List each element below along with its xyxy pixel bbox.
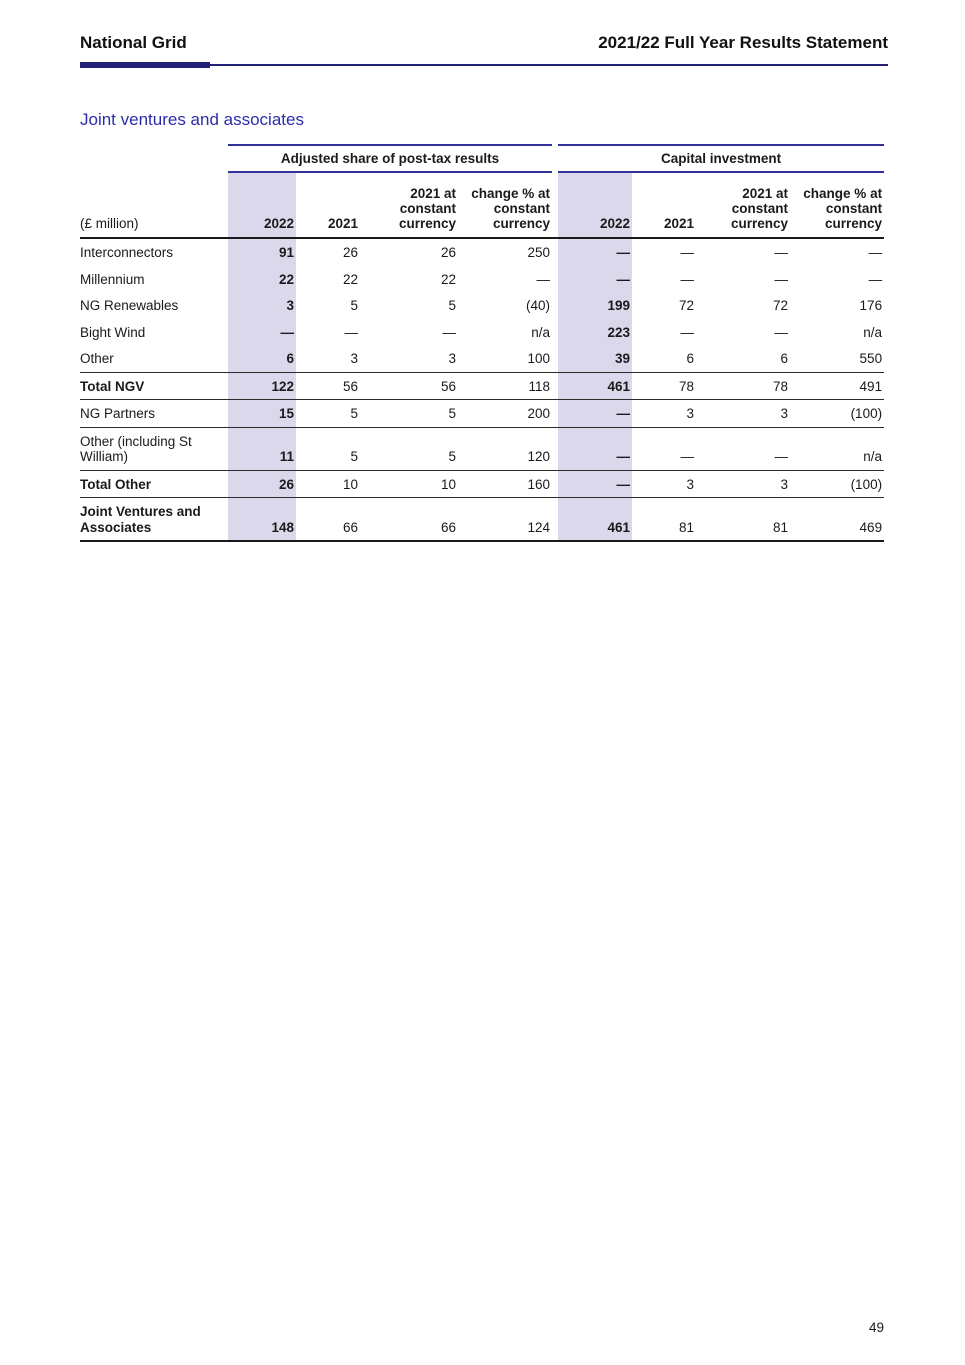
- cell: 3: [296, 345, 360, 372]
- table-row-joint-ventures-total: [80, 498, 884, 542]
- table-row-total-ngv: [80, 372, 884, 400]
- cell: 10: [296, 470, 360, 498]
- header-rule: [80, 64, 888, 66]
- row-label: Total Other: [80, 470, 228, 498]
- cell: —: [228, 319, 296, 346]
- cell: —: [680, 245, 695, 260]
- cell: 10: [360, 470, 458, 498]
- row-label: Millennium: [80, 271, 145, 287]
- cell: —: [680, 324, 695, 340]
- cell: 124: [458, 498, 552, 542]
- cell: 3: [632, 470, 696, 498]
- cell: 6: [696, 345, 790, 372]
- cell: 11: [228, 427, 296, 470]
- group-header-row: [80, 145, 884, 172]
- cell: 461: [558, 498, 632, 542]
- cell: —: [558, 238, 632, 266]
- cell: 26: [440, 245, 456, 260]
- cell: 91: [228, 238, 296, 266]
- cell: 66: [296, 498, 360, 542]
- cell: 100: [458, 345, 552, 372]
- cell: 120: [458, 427, 552, 470]
- table-row: [80, 238, 884, 266]
- cell: 176: [859, 298, 883, 314]
- cell: —: [868, 271, 883, 287]
- cell: 78: [632, 372, 696, 400]
- column-header: 2021 at constant currency: [360, 172, 458, 238]
- cell: —: [680, 271, 695, 287]
- page-number: 49: [868, 1320, 884, 1335]
- cell: 3: [696, 470, 790, 498]
- cell: 78: [696, 372, 790, 400]
- table-row-total-other: [80, 470, 884, 498]
- cell: 26: [342, 245, 358, 260]
- cell: 461: [558, 372, 632, 400]
- cell: 5: [296, 427, 360, 470]
- column-header: change % at constant currency: [790, 172, 884, 238]
- cell: 81: [632, 498, 696, 542]
- group-header-post-tax: Adjusted share of post-tax results: [228, 145, 552, 172]
- cell: 3: [228, 292, 296, 319]
- row-label: Other: [80, 345, 228, 372]
- cell: n/a: [531, 324, 551, 340]
- header-left-title: National Grid: [80, 33, 187, 52]
- row-label: Bight Wind: [80, 324, 146, 340]
- table-row: [80, 266, 884, 293]
- cell: n/a: [863, 324, 883, 340]
- cell: —: [442, 324, 456, 340]
- cell: 22: [342, 271, 358, 287]
- cell: 122: [228, 372, 296, 400]
- table-row: [80, 345, 884, 372]
- cell: —: [774, 324, 789, 340]
- table-row: [80, 400, 884, 428]
- unit-label: (£ million): [80, 172, 228, 238]
- joint-ventures-table: [80, 144, 884, 542]
- cell: 56: [296, 372, 360, 400]
- cell: 5: [360, 400, 458, 428]
- cell: —: [868, 245, 883, 260]
- column-header: 2022: [558, 172, 632, 238]
- row-label: Total NGV: [80, 372, 228, 400]
- cell: 148: [228, 498, 296, 542]
- cell: —: [558, 400, 632, 428]
- cell: —: [558, 266, 632, 293]
- cell: —: [344, 324, 358, 340]
- cell: n/a: [790, 427, 884, 470]
- cell: —: [632, 427, 696, 470]
- cell: 3: [632, 400, 696, 428]
- cell: (40): [526, 298, 551, 314]
- cell: 56: [360, 372, 458, 400]
- cell: 66: [360, 498, 458, 542]
- cell: (100): [790, 470, 884, 498]
- page-content: [0, 0, 965, 542]
- cell: 6: [632, 345, 696, 372]
- cell: 118: [458, 372, 552, 400]
- cell: (100): [790, 400, 884, 428]
- cell: —: [536, 271, 551, 287]
- column-header: change % at constant currency: [458, 172, 552, 238]
- section-title: Joint ventures and associates: [80, 110, 304, 129]
- cell: 5: [360, 427, 458, 470]
- row-label: Other (including St William): [80, 427, 228, 470]
- table-row: [80, 427, 884, 470]
- cell: 5: [296, 400, 360, 428]
- row-label: Joint Ventures and Associates: [80, 498, 228, 542]
- cell: —: [558, 427, 632, 470]
- cell: 3: [360, 345, 458, 372]
- cell: —: [774, 271, 789, 287]
- row-label: Interconnectors: [80, 245, 174, 260]
- cell: 39: [558, 345, 632, 372]
- cell: 22: [440, 271, 456, 287]
- cell: 81: [696, 498, 790, 542]
- cell: 550: [790, 345, 884, 372]
- cell: 6: [228, 345, 296, 372]
- cell: —: [696, 427, 790, 470]
- cell: 491: [790, 372, 884, 400]
- table-row: [80, 319, 884, 346]
- row-label: NG Partners: [80, 400, 228, 428]
- table-row: [80, 292, 884, 319]
- cell: 72: [773, 298, 789, 314]
- cell: 5: [350, 298, 358, 314]
- column-header: 2021: [632, 172, 696, 238]
- cell: 223: [558, 319, 632, 346]
- row-label: NG Renewables: [80, 298, 179, 314]
- cell: 199: [558, 292, 632, 319]
- column-header: 2021: [296, 172, 360, 238]
- header-right-title: 2021/22 Full Year Results Statement: [598, 33, 888, 52]
- cell: —: [558, 470, 632, 498]
- cell: 22: [228, 266, 296, 293]
- column-header: 2022: [228, 172, 296, 238]
- document-header: [80, 0, 888, 53]
- group-header-spacer: [80, 145, 228, 172]
- cell: 26: [228, 470, 296, 498]
- cell: 5: [448, 298, 456, 314]
- column-header-row: [80, 172, 884, 238]
- group-header-capital-investment: Capital investment: [558, 145, 884, 172]
- cell: 469: [790, 498, 884, 542]
- cell: 3: [696, 400, 790, 428]
- cell: —: [774, 245, 789, 260]
- cell: 250: [527, 245, 551, 260]
- cell: 72: [679, 298, 695, 314]
- column-header: 2021 at constant currency: [696, 172, 790, 238]
- cell: 200: [458, 400, 552, 428]
- cell: 160: [458, 470, 552, 498]
- header-rule-accent-bar: [80, 62, 210, 68]
- cell: 15: [228, 400, 296, 428]
